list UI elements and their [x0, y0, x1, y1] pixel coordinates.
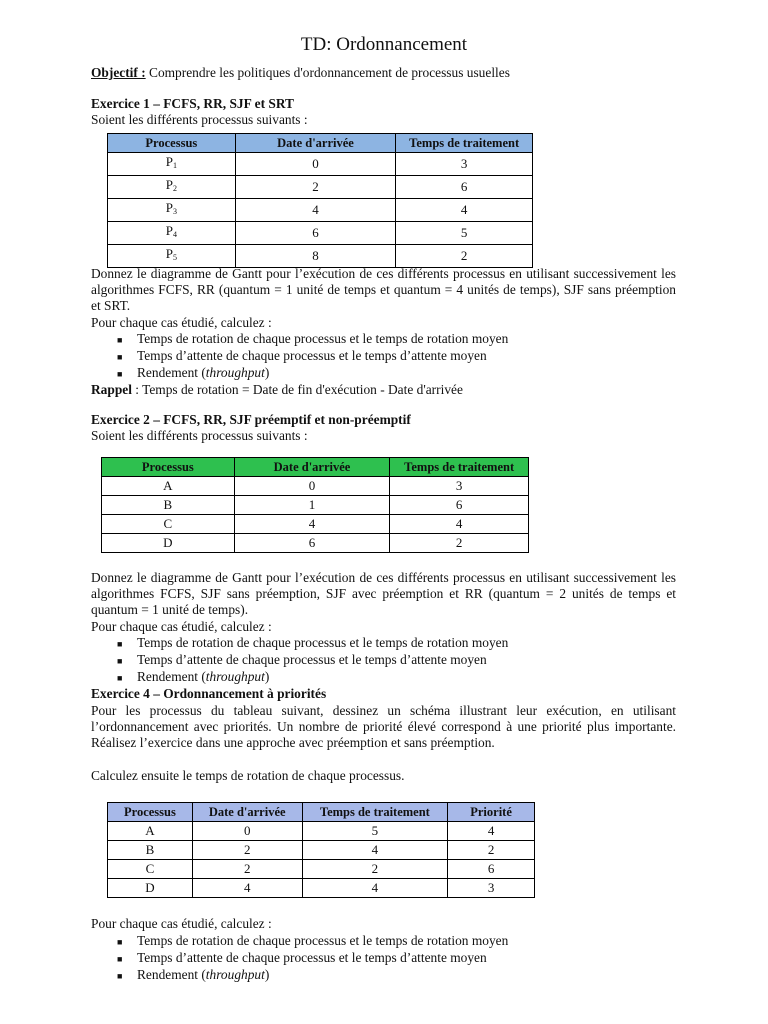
- priority-cell: 2: [448, 841, 535, 860]
- ex4-calc-label: Pour chaque cas étudié, calculez :: [91, 916, 272, 931]
- table-header-cell: Date d'arrivée: [192, 803, 302, 822]
- ex4-paragraph-2: Calculez ensuite le temps de rotation de chaque processus.: [91, 768, 405, 783]
- table-header-cell: Temps de traitement: [390, 458, 529, 477]
- bullet-text-suffix: ): [264, 967, 270, 982]
- process-cell: [108, 153, 236, 176]
- ex2-heading: Exercice 2 – FCFS, RR, SJF préemptif et non-préemptif: [91, 412, 411, 427]
- rappel-label: Rappel: [91, 382, 132, 397]
- table-row: [108, 822, 535, 841]
- bullet-text-suffix: ): [264, 365, 270, 380]
- arrival-cell: 2: [192, 860, 302, 879]
- bullet-italic-text: throughput: [205, 967, 265, 982]
- time-cell: 3: [396, 153, 533, 176]
- arrival-cell: 0: [192, 822, 302, 841]
- process-name: P: [165, 246, 173, 261]
- table-header-cell: Processus: [108, 803, 193, 822]
- list-item: [117, 652, 487, 668]
- time-cell: 4: [390, 515, 529, 534]
- bullet-icon: ■: [117, 656, 123, 666]
- bullet-text-suffix: ): [264, 669, 270, 684]
- table-header-cell: Processus: [108, 134, 236, 153]
- table-row: [108, 199, 533, 222]
- arrival-cell: 0: [235, 153, 396, 176]
- page-title: TD: Ordonnancement: [300, 34, 468, 55]
- list-item: [117, 635, 508, 651]
- table-header-row: [108, 803, 535, 822]
- time-cell: 2: [302, 860, 448, 879]
- bullet-text: Rendement (: [137, 967, 206, 982]
- time-cell: 3: [390, 477, 529, 496]
- process-subscript: 5: [172, 253, 177, 262]
- process-subscript: 3: [172, 207, 177, 216]
- process-cell: [108, 245, 236, 268]
- bullet-icon: ■: [117, 369, 123, 379]
- arrival-cell: 2: [192, 841, 302, 860]
- bullet-text: Temps de rotation de chaque processus et le temps de rotation moyen: [137, 933, 509, 948]
- time-cell: 2: [390, 534, 529, 553]
- table-header-cell: Temps de traitement: [396, 134, 533, 153]
- bullet-icon: ■: [117, 673, 123, 683]
- table-header-cell: Date d'arrivée: [234, 458, 390, 477]
- ex1-table: [107, 133, 533, 268]
- table-row: [102, 477, 529, 496]
- process-cell: A: [108, 822, 193, 841]
- ex2-paragraph: Donnez le diagramme de Gantt pour l’exécution de ces différents processus en utilisant successivement les algorithmes FCFS, SJF sans préemption, SJF avec préemption et RR (quantum = 2 unités de temps et quantum = 1 unité de temps).: [91, 570, 676, 618]
- process-cell: D: [108, 879, 193, 898]
- bullet-icon: ■: [117, 335, 123, 345]
- time-cell: 4: [302, 879, 448, 898]
- table-header-cell: Priorité: [448, 803, 535, 822]
- ex4-table: [107, 802, 535, 898]
- arrival-cell: 1: [234, 496, 390, 515]
- ex1-heading: Exercice 1 – FCFS, RR, SJF et SRT: [91, 96, 294, 111]
- objective-label: Objectif :: [91, 65, 146, 80]
- table-row: [102, 496, 529, 515]
- ex1-calc-label: Pour chaque cas étudié, calculez :: [91, 315, 272, 330]
- ex2-calc-label: Pour chaque cas étudié, calculez :: [91, 619, 272, 634]
- arrival-cell: 4: [234, 515, 390, 534]
- table-row: [102, 534, 529, 553]
- bullet-text: Temps d’attente de chaque processus et le temps d’attente moyen: [137, 348, 487, 363]
- table-header-row: [108, 134, 533, 153]
- list-item: [117, 331, 508, 347]
- ex1-paragraph: Donnez le diagramme de Gantt pour l’exécution de ces différents processus en utilisant successivement les algorithmes FCFS, RR (quantum = 1 unité de temps et quantum = 4 unités de temps), SJF sans préemption et SRT.: [91, 266, 676, 314]
- table-row: [108, 841, 535, 860]
- table-header-cell: Processus: [102, 458, 235, 477]
- process-name: P: [165, 154, 173, 169]
- process-name: P: [165, 223, 173, 238]
- list-item: [117, 348, 487, 364]
- ex2-intro: Soient les différents processus suivants :: [91, 428, 308, 443]
- bullet-icon: ■: [117, 352, 123, 362]
- table-row: [108, 176, 533, 199]
- rappel-text: : Temps de rotation = Date de fin d'exécution - Date d'arrivée: [131, 382, 463, 397]
- arrival-cell: 4: [192, 879, 302, 898]
- bullet-text: Temps d’attente de chaque processus et le temps d’attente moyen: [137, 652, 487, 667]
- arrival-cell: 6: [235, 222, 396, 245]
- process-cell: C: [108, 860, 193, 879]
- process-cell: D: [102, 534, 235, 553]
- table-row: [108, 860, 535, 879]
- process-cell: [108, 199, 236, 222]
- ex1-rappel: [91, 382, 676, 398]
- time-cell: 6: [396, 176, 533, 199]
- table-row: [108, 879, 535, 898]
- process-cell: B: [108, 841, 193, 860]
- bullet-text: Temps de rotation de chaque processus et le temps de rotation moyen: [137, 635, 509, 650]
- priority-cell: 4: [448, 822, 535, 841]
- process-cell: [108, 176, 236, 199]
- ex2-table: [101, 457, 529, 553]
- objective-text: Comprendre les politiques d'ordonnancement de processus usuelles: [149, 65, 510, 80]
- bullet-icon: ■: [117, 937, 123, 947]
- process-subscript: 4: [172, 230, 177, 239]
- table-row: [108, 153, 533, 176]
- ex4-heading: Exercice 4 – Ordonnancement à priorités: [91, 686, 327, 701]
- process-subscript: 2: [172, 184, 177, 193]
- table-header-row: [102, 458, 529, 477]
- table-row: [108, 222, 533, 245]
- bullet-italic-text: throughput: [205, 365, 265, 380]
- ex1-intro: Soient les différents processus suivants :: [91, 112, 308, 127]
- arrival-cell: 2: [235, 176, 396, 199]
- time-cell: 4: [396, 199, 533, 222]
- list-item: [117, 365, 269, 381]
- ex4-paragraph: Pour les processus du tableau suivant, dessinez un schéma illustrant leur exécution, en utilisant l’ordonnancement avec priorités. Un nombre de priorité élevé correspond à une priorité plus importante. Réalisez l’exercice dans une approche avec préemption et sans préemption.: [91, 703, 676, 751]
- priority-cell: 6: [448, 860, 535, 879]
- table-row: [102, 515, 529, 534]
- table-row: [108, 245, 533, 268]
- arrival-cell: 8: [235, 245, 396, 268]
- arrival-cell: 6: [234, 534, 390, 553]
- arrival-cell: 4: [235, 199, 396, 222]
- bullet-text: Rendement (: [137, 669, 206, 684]
- process-cell: B: [102, 496, 235, 515]
- arrival-cell: 0: [234, 477, 390, 496]
- bullet-text: Rendement (: [137, 365, 206, 380]
- time-cell: 4: [302, 841, 448, 860]
- process-name: P: [165, 177, 173, 192]
- table-header-cell: Temps de traitement: [302, 803, 448, 822]
- bullet-text: Temps de rotation de chaque processus et le temps de rotation moyen: [137, 331, 509, 346]
- priority-cell: 3: [448, 879, 535, 898]
- bullet-icon: ■: [117, 639, 123, 649]
- time-cell: 5: [302, 822, 448, 841]
- process-cell: [108, 222, 236, 245]
- list-item: [117, 950, 487, 966]
- list-item: [117, 669, 269, 685]
- bullet-icon: ■: [117, 954, 123, 964]
- time-cell: 2: [396, 245, 533, 268]
- process-cell: C: [102, 515, 235, 534]
- time-cell: 5: [396, 222, 533, 245]
- table-header-cell: Date d'arrivée: [235, 134, 396, 153]
- bullet-italic-text: throughput: [205, 669, 265, 684]
- process-name: P: [165, 200, 173, 215]
- list-item: [117, 967, 269, 983]
- time-cell: 6: [390, 496, 529, 515]
- process-cell: A: [102, 477, 235, 496]
- objective: [91, 65, 676, 81]
- bullet-icon: ■: [117, 971, 123, 981]
- bullet-text: Temps d’attente de chaque processus et le temps d’attente moyen: [137, 950, 487, 965]
- list-item: [117, 933, 508, 949]
- process-subscript: 1: [172, 161, 177, 170]
